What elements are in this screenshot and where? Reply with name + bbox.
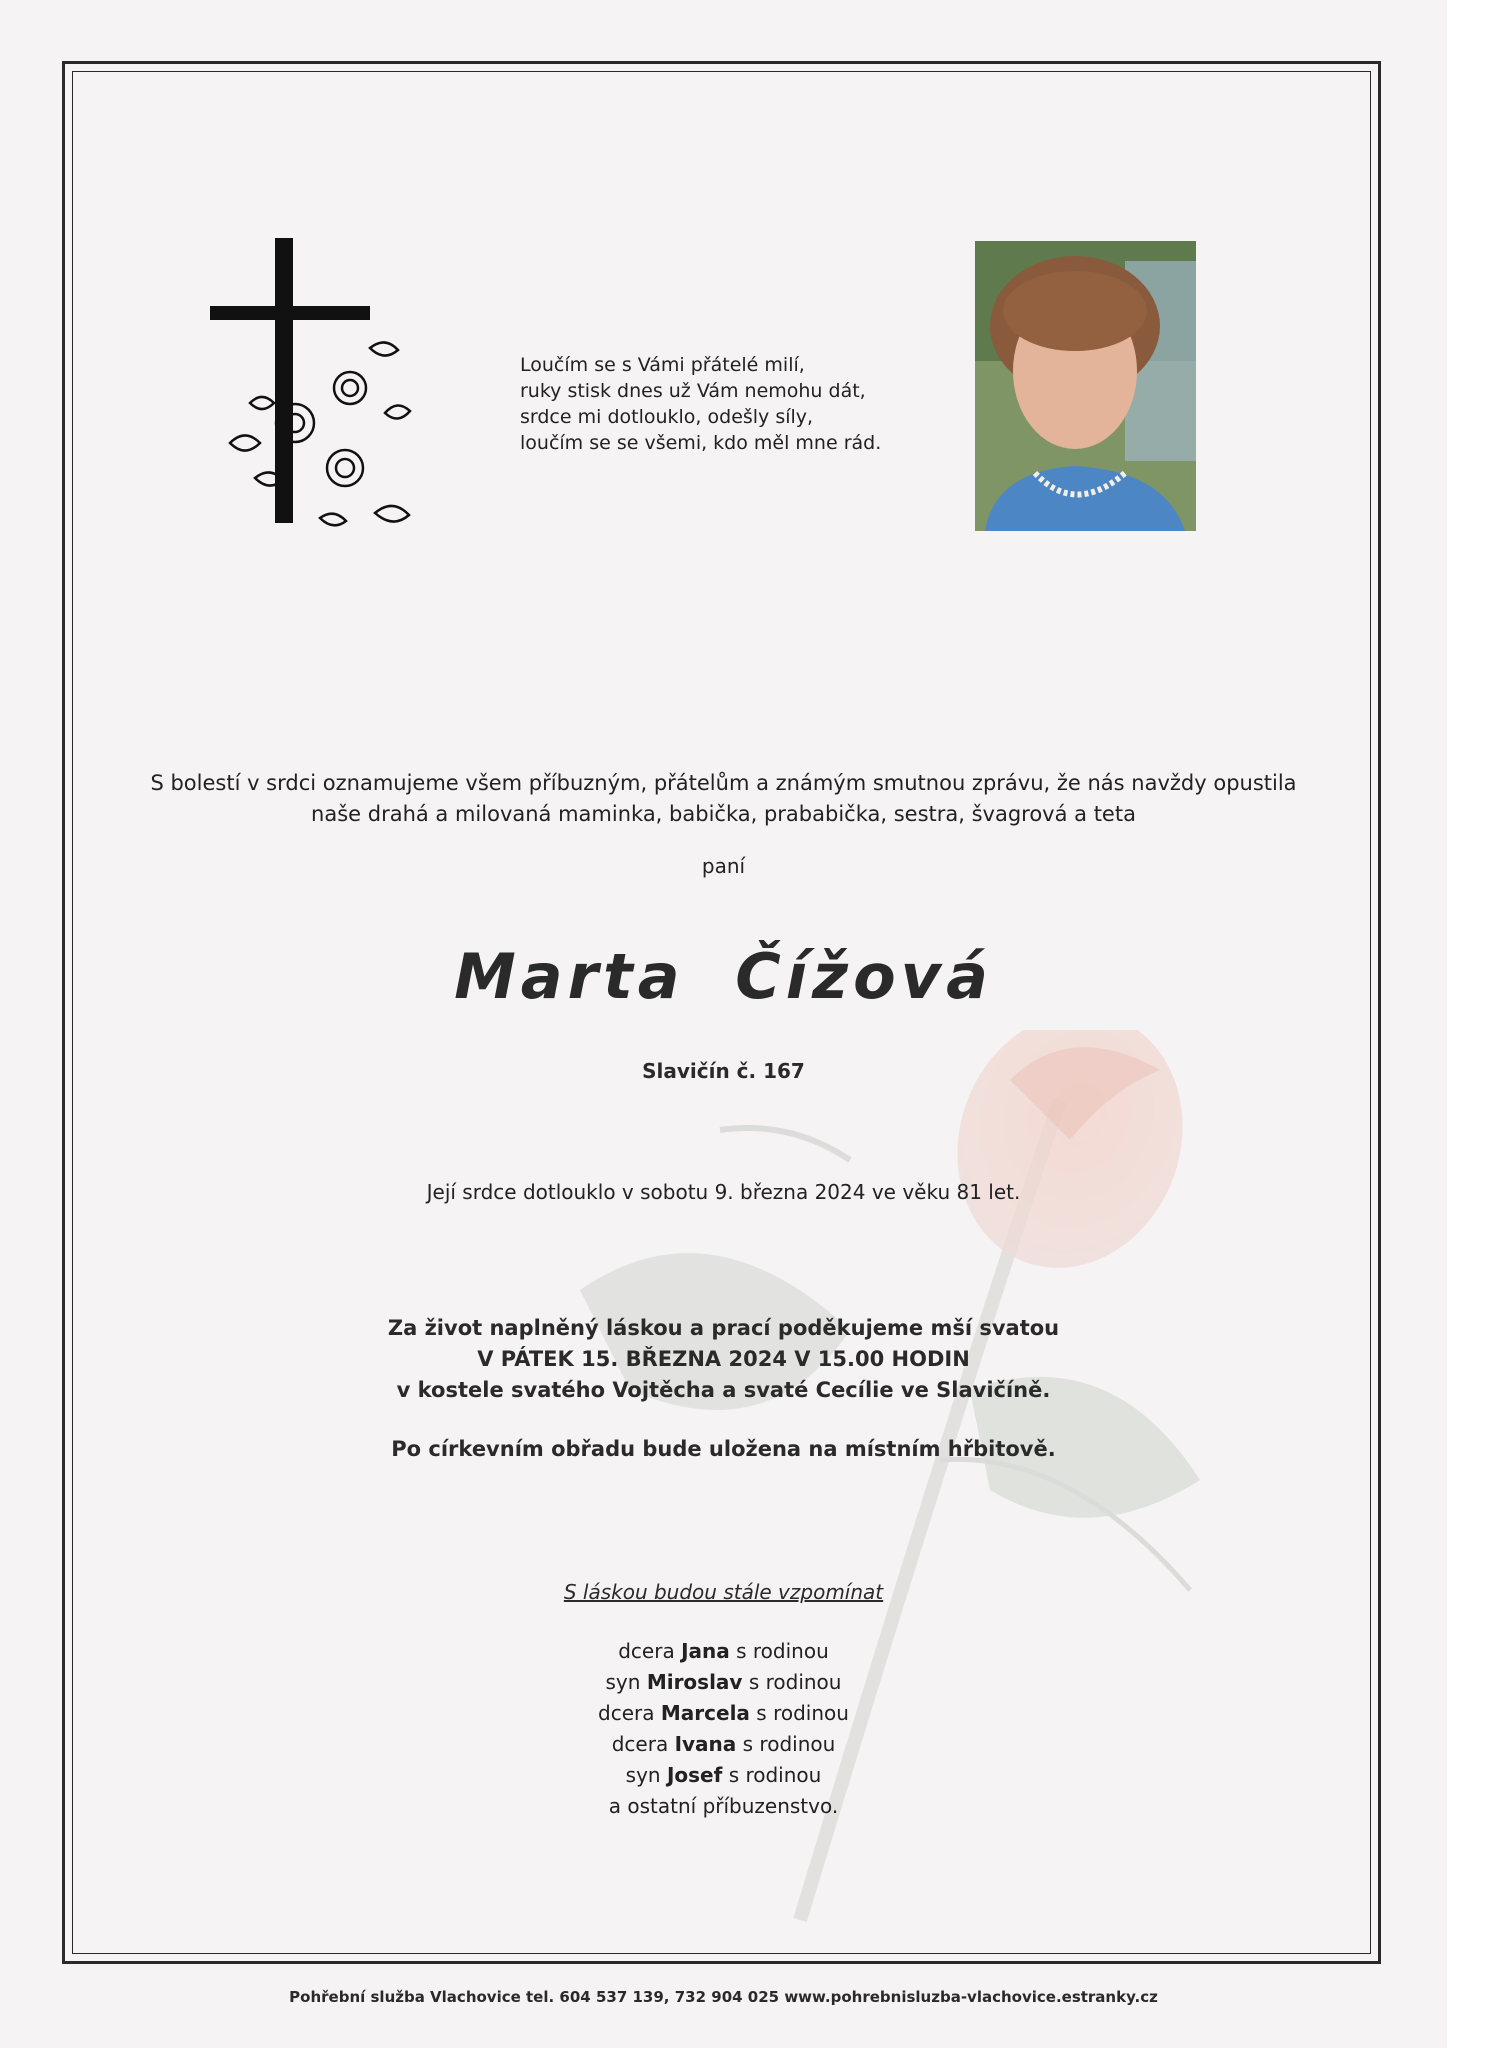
deceased-name: Marta Čížová bbox=[454, 940, 993, 1013]
portrait-photo bbox=[975, 241, 1196, 531]
burial-note: Po církevním obřadu bude uložena na místním hřbitově. bbox=[391, 1437, 1056, 1461]
announcement-line: S bolestí v srdci oznamujeme všem příbuzným, přátelům a známým smutnou zprávu, že nás navždy opustila bbox=[150, 771, 1297, 795]
announcement-text bbox=[0, 768, 1447, 830]
title-word: paní bbox=[701, 854, 746, 878]
mass-line: v kostele svatého Vojtěcha a svaté Cecílie ve Slavičíně. bbox=[396, 1378, 1051, 1402]
cross-icon bbox=[210, 238, 415, 550]
roses-ornament-icon bbox=[230, 342, 410, 525]
list-item: syn Miroslav s rodinou bbox=[605, 1670, 842, 1694]
farewell-poem bbox=[520, 352, 960, 456]
poem-line: srdce mi dotlouklo, odešly síly, bbox=[520, 406, 814, 428]
list-item: dcera Marcela s rodinou bbox=[598, 1701, 849, 1725]
poem-line: Loučím se s Vámi přátelé milí, bbox=[520, 354, 805, 376]
list-item: dcera Jana s rodinou bbox=[618, 1639, 829, 1663]
poem-line: ruky stisk dnes už Vám nemohu dát, bbox=[520, 380, 866, 402]
mass-line: Za život naplněný láskou a prací poděkujeme mší svatou bbox=[387, 1316, 1060, 1340]
list-item: syn Josef s rodinou bbox=[625, 1763, 822, 1787]
mourners-closing: a ostatní příbuzenstvo. bbox=[608, 1794, 839, 1818]
footer-contact: Pohřební služba Vlachovice tel. 604 537 139, 732 904 025 www.pohrebnisluzba-vlachovice.estranky.cz bbox=[289, 1988, 1158, 2006]
list-item: dcera Ivana s rodinou bbox=[611, 1732, 836, 1756]
poem-line: loučím se se všemi, kdo měl mne rád. bbox=[520, 432, 882, 454]
remember-heading-text: S láskou budou stále vzpomínat bbox=[563, 1580, 884, 1604]
mourners-list bbox=[0, 1636, 1447, 1822]
mass-line: V PÁTEK 15. BŘEZNA 2024 V 15.00 HODIN bbox=[477, 1347, 970, 1371]
death-notice: Její srdce dotlouklo v sobotu 9. března 2024 ve věku 81 let. bbox=[426, 1180, 1021, 1204]
remember-heading bbox=[0, 1580, 1447, 1604]
address: Slavičín č. 167 bbox=[642, 1059, 805, 1083]
mass-details bbox=[0, 1313, 1447, 1406]
announcement-line: naše drahá a milovaná maminka, babička, prababička, sestra, švagrová a teta bbox=[311, 802, 1136, 826]
